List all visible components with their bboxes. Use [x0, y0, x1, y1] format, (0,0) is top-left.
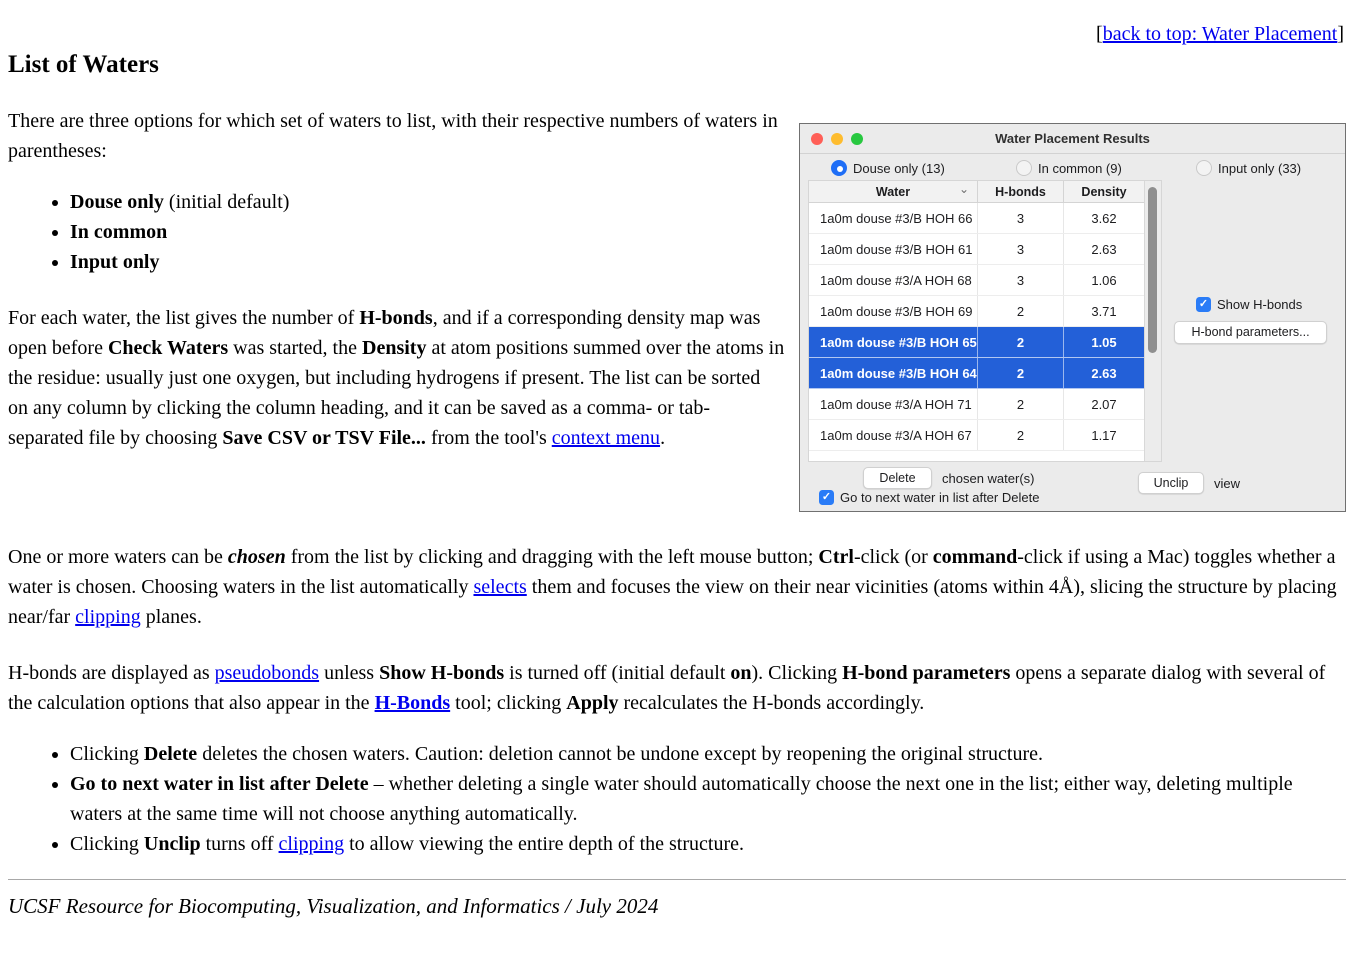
column-header-water[interactable] — [809, 181, 978, 202]
cell-hbonds: 3 — [978, 203, 1064, 233]
text-span: (initial default) — [163, 191, 290, 213]
text-span: command — [932, 546, 1018, 568]
water-set-radio[interactable] — [831, 160, 945, 176]
text-span: In common — [70, 221, 168, 243]
window-controls — [811, 133, 863, 145]
cell-hbonds: 2 — [978, 358, 1064, 388]
table-row[interactable] — [809, 358, 1161, 389]
unclip-button[interactable]: Unclip — [1138, 472, 1204, 494]
radio-label: In common (9) — [1038, 160, 1122, 176]
text-span: Save CSV or TSV File... — [222, 427, 426, 449]
paragraph-chosen — [8, 542, 1346, 632]
cell-density: 2.07 — [1091, 396, 1117, 412]
text-span: H-bond parameters — [842, 662, 1011, 684]
doc-link[interactable]: clipping — [75, 606, 141, 628]
next-water-checkbox[interactable] — [819, 490, 1039, 505]
table-scrollbar[interactable] — [1144, 181, 1161, 461]
cell-water: 1a0m douse #3/B HOH 65 — [809, 327, 978, 357]
doc-link[interactable]: selects — [473, 576, 527, 598]
cell-hbonds: 2 — [978, 296, 1064, 326]
checkbox-checked-icon: ✓ — [1196, 297, 1211, 312]
cell-water: 1a0m douse #3/B HOH 69 — [809, 296, 978, 326]
footer-divider — [8, 879, 1346, 880]
text-span: , and if a corresponding density map was open before — [8, 307, 761, 359]
dialog-titlebar — [800, 124, 1345, 154]
show-hbonds-checkbox[interactable] — [1196, 297, 1302, 312]
text-span: turns off — [200, 833, 279, 855]
actions-list — [8, 739, 1346, 859]
bracket-open: [ — [1096, 23, 1103, 45]
minimize-icon[interactable] — [831, 133, 843, 145]
text-span: at atom positions summed over the atoms in the residue: usually just one oxygen, but including hydrogens if present. The list can be sorted on any column by clicking the column heading, and it can be saved as a comma- or tab-separated file by choosing — [8, 337, 785, 449]
show-hbonds-label: Show H-bonds — [1217, 297, 1303, 312]
next-water-checkbox-label: Go to next water in list after Delete — [840, 490, 1040, 505]
bracket-close: ] — [1337, 23, 1344, 45]
cell-hbonds: 2 — [978, 327, 1064, 357]
text-span: . — [660, 427, 666, 449]
scrollbar-thumb[interactable] — [1148, 187, 1157, 353]
waters-table-header — [809, 181, 1161, 203]
text-span: Density — [362, 337, 427, 359]
table-row[interactable] — [809, 420, 1161, 451]
text-span: – whether deleting a single water should automatically choose the next one in the list; either way, deleting multiple waters at the same time will not choose anything automatically. — [70, 773, 1293, 825]
column-header-hbonds-label: H-bonds — [995, 184, 1046, 199]
table-row[interactable] — [809, 389, 1161, 420]
unclip-caption: view — [1214, 476, 1241, 491]
delete-button[interactable]: Delete — [863, 467, 932, 489]
radio-unselected-icon — [1016, 160, 1032, 176]
text-span: chosen — [227, 546, 286, 568]
text-span: Delete — [143, 743, 198, 765]
delete-caption: chosen water(s) — [942, 471, 1035, 486]
doc-link[interactable]: H-Bonds — [374, 692, 451, 714]
text-span: Clicking — [70, 743, 144, 765]
text-span: Unclip — [143, 833, 201, 855]
cell-density: 2.63 — [1091, 365, 1117, 381]
text-span: There are three options for which set of waters to list, with their respective numbers of waters in parentheses: — [8, 110, 778, 162]
text-span: them and focuses the view on their near vicinities (atoms within 4Å), slicing the structure by placing near/far — [8, 576, 1337, 628]
column-header-water-label: Water — [875, 184, 911, 199]
checkbox-checked-icon: ✓ — [819, 490, 834, 505]
waters-table-body — [809, 203, 1161, 451]
footer-credit: UCSF Resource for Biocomputing, Visualization, and Informatics / July 2024 — [8, 894, 659, 918]
text-span: opens a separate dialog with several of the calculation options that also appear in the — [8, 662, 1326, 714]
cell-water: 1a0m douse #3/B HOH 66 — [809, 203, 978, 233]
cell-hbonds: 2 — [978, 389, 1064, 419]
text-span: to allow viewing the entire depth of the structure. — [344, 833, 744, 855]
hbond-parameters-button[interactable]: H-bond parameters... — [1174, 321, 1327, 344]
cell-hbonds: 3 — [978, 234, 1064, 264]
close-icon[interactable] — [811, 133, 823, 145]
radio-selected-icon — [831, 160, 847, 176]
text-span: Apply — [566, 692, 619, 714]
table-row[interactable] — [809, 234, 1161, 265]
partial-table-row — [809, 451, 1161, 461]
table-row[interactable] — [809, 296, 1161, 327]
cell-density: 2.63 — [1091, 241, 1117, 257]
column-header-density[interactable] — [1064, 181, 1144, 202]
dialog-title: Water Placement Results — [995, 131, 1150, 146]
cell-density: 3.62 — [1091, 210, 1117, 226]
text-span: tool; clicking — [450, 692, 567, 714]
cell-water: 1a0m douse #3/B HOH 64 — [809, 358, 978, 388]
text-span: Douse only — [70, 191, 164, 213]
list-item — [70, 769, 1346, 829]
cell-water: 1a0m douse #3/A HOH 71 — [809, 389, 978, 419]
text-span: Ctrl — [818, 546, 854, 568]
back-to-top-link[interactable]: back to top: Water Placement — [1102, 23, 1338, 45]
cell-water: 1a0m douse #3/A HOH 68 — [809, 265, 978, 295]
page-title: List of Waters — [8, 51, 159, 78]
text-span: was started, the — [228, 337, 362, 359]
back-to-top-line — [8, 20, 1344, 48]
text-span: Input only — [70, 251, 160, 273]
table-row[interactable] — [809, 327, 1161, 358]
column-header-density-label: Density — [1081, 184, 1127, 199]
text-span: from the tool's — [425, 427, 552, 449]
zoom-icon[interactable] — [851, 133, 863, 145]
text-span: H-bonds — [359, 307, 433, 329]
water-set-radio[interactable] — [1016, 160, 1122, 176]
text-span: Check Waters — [107, 337, 229, 359]
text-span: is turned off (initial default — [504, 662, 731, 684]
column-header-hbonds[interactable] — [978, 181, 1064, 202]
text-span: For each water, the list gives the number of — [8, 307, 360, 329]
cell-hbonds: 2 — [978, 420, 1064, 450]
text-span: ). Clicking — [751, 662, 843, 684]
radio-label: Douse only (13) — [853, 160, 945, 176]
cell-density: 1.06 — [1091, 272, 1117, 288]
text-span: unless — [319, 662, 380, 684]
text-span: recalculates the H-bonds accordingly. — [618, 692, 925, 714]
doc-link[interactable]: context menu — [551, 427, 661, 449]
text-span: One or more waters can be — [8, 546, 228, 568]
water-set-radio[interactable] — [1196, 160, 1301, 176]
text-span: -click if using a Mac) toggles whether a water is chosen. Choosing waters in the list automatically — [8, 546, 1336, 598]
cell-density: 1.05 — [1091, 334, 1117, 350]
radio-label: Input only (33) — [1218, 160, 1302, 176]
text-span: planes. — [140, 606, 202, 628]
text-span: Go to next water in list after Delete — [70, 773, 369, 795]
radio-unselected-icon — [1196, 160, 1212, 176]
cell-density: 3.71 — [1091, 303, 1117, 319]
text-span: on — [730, 662, 752, 684]
text-span: H-bonds are displayed as — [8, 662, 215, 684]
sort-chevron-icon: ⌄ — [958, 182, 969, 196]
table-row[interactable] — [809, 265, 1161, 296]
doc-link[interactable]: pseudobonds — [214, 662, 320, 684]
list-item — [70, 829, 1346, 859]
table-row[interactable] — [809, 203, 1161, 234]
waters-table — [808, 180, 1162, 462]
cell-water: 1a0m douse #3/A HOH 67 — [809, 420, 978, 450]
cell-density: 1.17 — [1091, 427, 1117, 443]
doc-link[interactable]: clipping — [278, 833, 345, 855]
text-span: Clicking — [70, 833, 144, 855]
cell-water: 1a0m douse #3/B HOH 61 — [809, 234, 978, 264]
paragraph-hbonds — [8, 658, 1346, 718]
text-span: -click (or — [853, 546, 933, 568]
list-item — [70, 739, 1346, 769]
water-placement-results-dialog — [799, 123, 1346, 512]
cell-hbonds: 3 — [978, 265, 1064, 295]
text-span: from the list by clicking and dragging with the left mouse button; — [285, 546, 819, 568]
text-span: deletes the chosen waters. Caution: deletion cannot be undone except by reopening the original structure. — [197, 743, 1044, 765]
text-span: Show H-bonds — [379, 662, 505, 684]
